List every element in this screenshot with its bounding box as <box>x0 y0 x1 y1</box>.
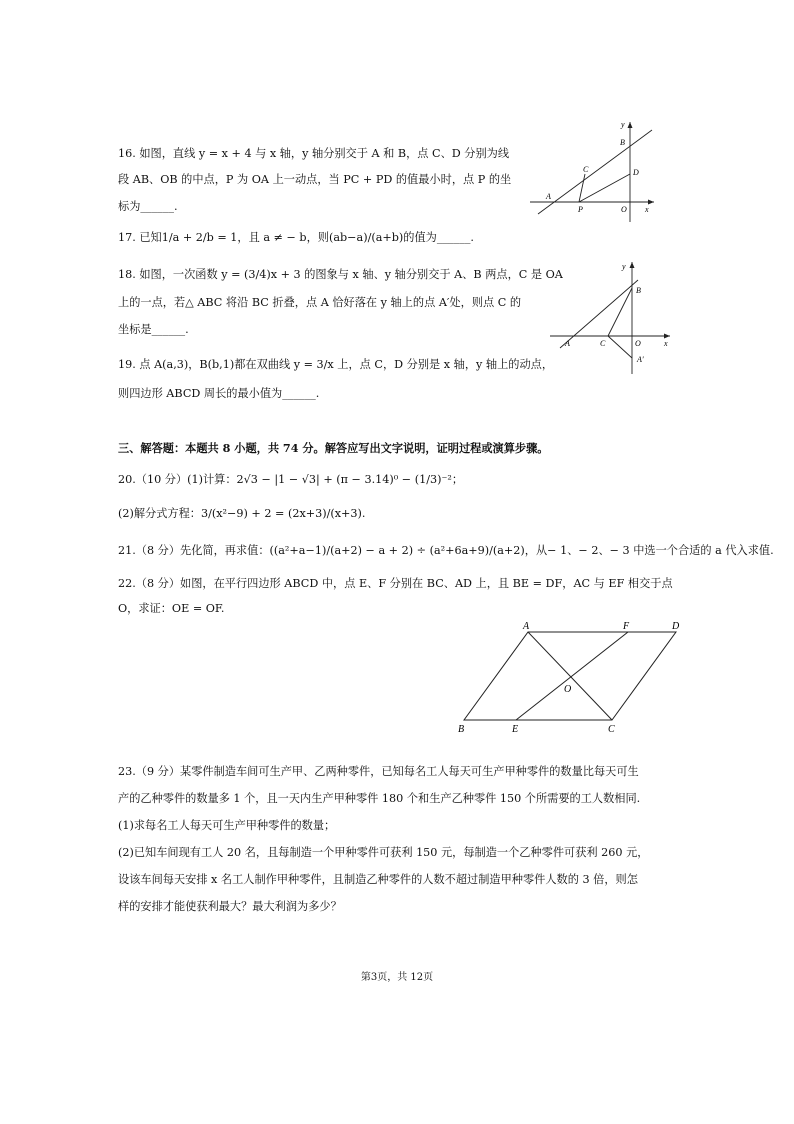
q16-label-a: A <box>546 192 551 201</box>
section-title: 三、解答题：本题共 8 小题，共 74 分。解答应写出文字说明，证明过程或演算步骤。 <box>118 441 549 455</box>
q16-line-1: 16. 如图，直线 y = x + 4 与 x 轴，y 轴分别交于 A 和 B，点 C、D 分别为线 <box>118 147 510 160</box>
q22-line-1: 22.（8 分）如图，在平行四边形 ABCD 中，点 E、F 分别在 BC、AD 上，且 BE = DF，AC 与 EF 相交于点 <box>118 577 673 590</box>
q23-line-6: 样的安排才能使获利最大？最大利润为多少？ <box>118 900 342 913</box>
q18-label-c: C <box>600 339 606 348</box>
q16-figure <box>530 118 660 223</box>
q22-label-o: O <box>564 684 572 695</box>
q16-label-x: x <box>645 205 649 214</box>
q22-label-a: A <box>523 621 530 632</box>
q23-line-4: (2)已知车间现有工人 20 名，且每制造一个甲种零件可获利 150 元，每制造一个乙种零件可获利 260 元， <box>118 846 649 859</box>
q23-line-1: 23.（9 分）某零件制造车间可生产甲、乙两种零件，已知每名工人每天可生产甲种零件的数量比每天可生 <box>118 765 639 778</box>
q22-label-f: F <box>623 621 630 632</box>
q22-label-c: C <box>608 724 615 735</box>
q22-label-b: B <box>458 724 465 735</box>
q16-line-3: 标为______. <box>118 200 178 213</box>
q18-label-a: A <box>565 339 570 348</box>
q22-label-e: E <box>512 724 519 735</box>
q17-line: 17. 已知1/a + 2/b = 1，且 a ≠ − b，则(ab−a)/(a+b)的值为______. <box>118 231 474 244</box>
q18-label-y: y <box>622 262 626 271</box>
q20-line-1: 20.（10 分）(1)计算：2√3 − |1 − √3| + (π − 3.14)⁰ − (1/3)⁻²； <box>118 473 464 486</box>
q22-label-d: D <box>672 621 680 632</box>
q23-line-2: 产的乙种零件的数量多 1 个，且一天内生产甲种零件 180 个和生产乙种零件 150 个所需要的工人数相同. <box>118 792 641 805</box>
q18-line-1: 18. 如图，一次函数 y = (3/4)x + 3 的图象与 x 轴、y 轴分别交于 A、B 两点，C 是 OA <box>118 268 563 281</box>
q19-line-2: 则四边形 ABCD 周长的最小值为______. <box>118 387 320 400</box>
q21-line: 21.（8 分）先化简，再求值：((a²+a−1)/(a+2) − a + 2) ÷ (a²+6a+9)/(a+2)，从− 1、− 2、− 3 中选一个合适的 a 代入求值. <box>118 544 774 557</box>
q16-label-c: C <box>583 165 589 174</box>
q18-label-a-prime: A′ <box>637 355 644 364</box>
q16-label-b: B <box>620 138 625 147</box>
q19-line-1: 19. 点 A(a,3)，B(b,1)都在双曲线 y = 3/x 上，点 C，D 分别是 x 轴，y 轴上的动点， <box>118 358 554 371</box>
q16-label-o: O <box>621 205 627 214</box>
q18-label-b: B <box>636 286 641 295</box>
q18-line-3: 坐标是______. <box>118 323 189 336</box>
q20-line-2: (2)解分式方程：3/(x²−9) + 2 = (2x+3)/(x+3). <box>118 507 366 520</box>
page-footer: 第3页，共 12页 <box>360 972 434 983</box>
q16-label-p: P <box>578 205 583 214</box>
q16-label-y: y <box>621 120 625 129</box>
q23-line-5: 设该车间每天安排 x 名工人制作甲种零件，且制造乙种零件的人数不超过制造甲种零件人数的 3 倍，则怎 <box>118 873 638 886</box>
q18-label-o: O <box>635 339 641 348</box>
q22-figure-parallelogram <box>456 620 686 738</box>
q18-figure <box>548 258 676 376</box>
q18-line-2: 上的一点，若△ ABC 将沿 BC 折叠，点 A 恰好落在 y 轴上的点 A′处，则点 C 的 <box>118 296 522 309</box>
q22-line-2: O，求证：OE = OF. <box>118 602 225 615</box>
q16-line-2: 段 AB、OB 的中点，P 为 OA 上一动点，当 PC + PD 的值最小时，点 P 的坐 <box>118 173 512 186</box>
q18-label-x: x <box>664 339 668 348</box>
q23-line-3: (1)求每名工人每天可生产甲种零件的数量； <box>118 819 336 832</box>
q16-label-d: D <box>633 168 639 177</box>
